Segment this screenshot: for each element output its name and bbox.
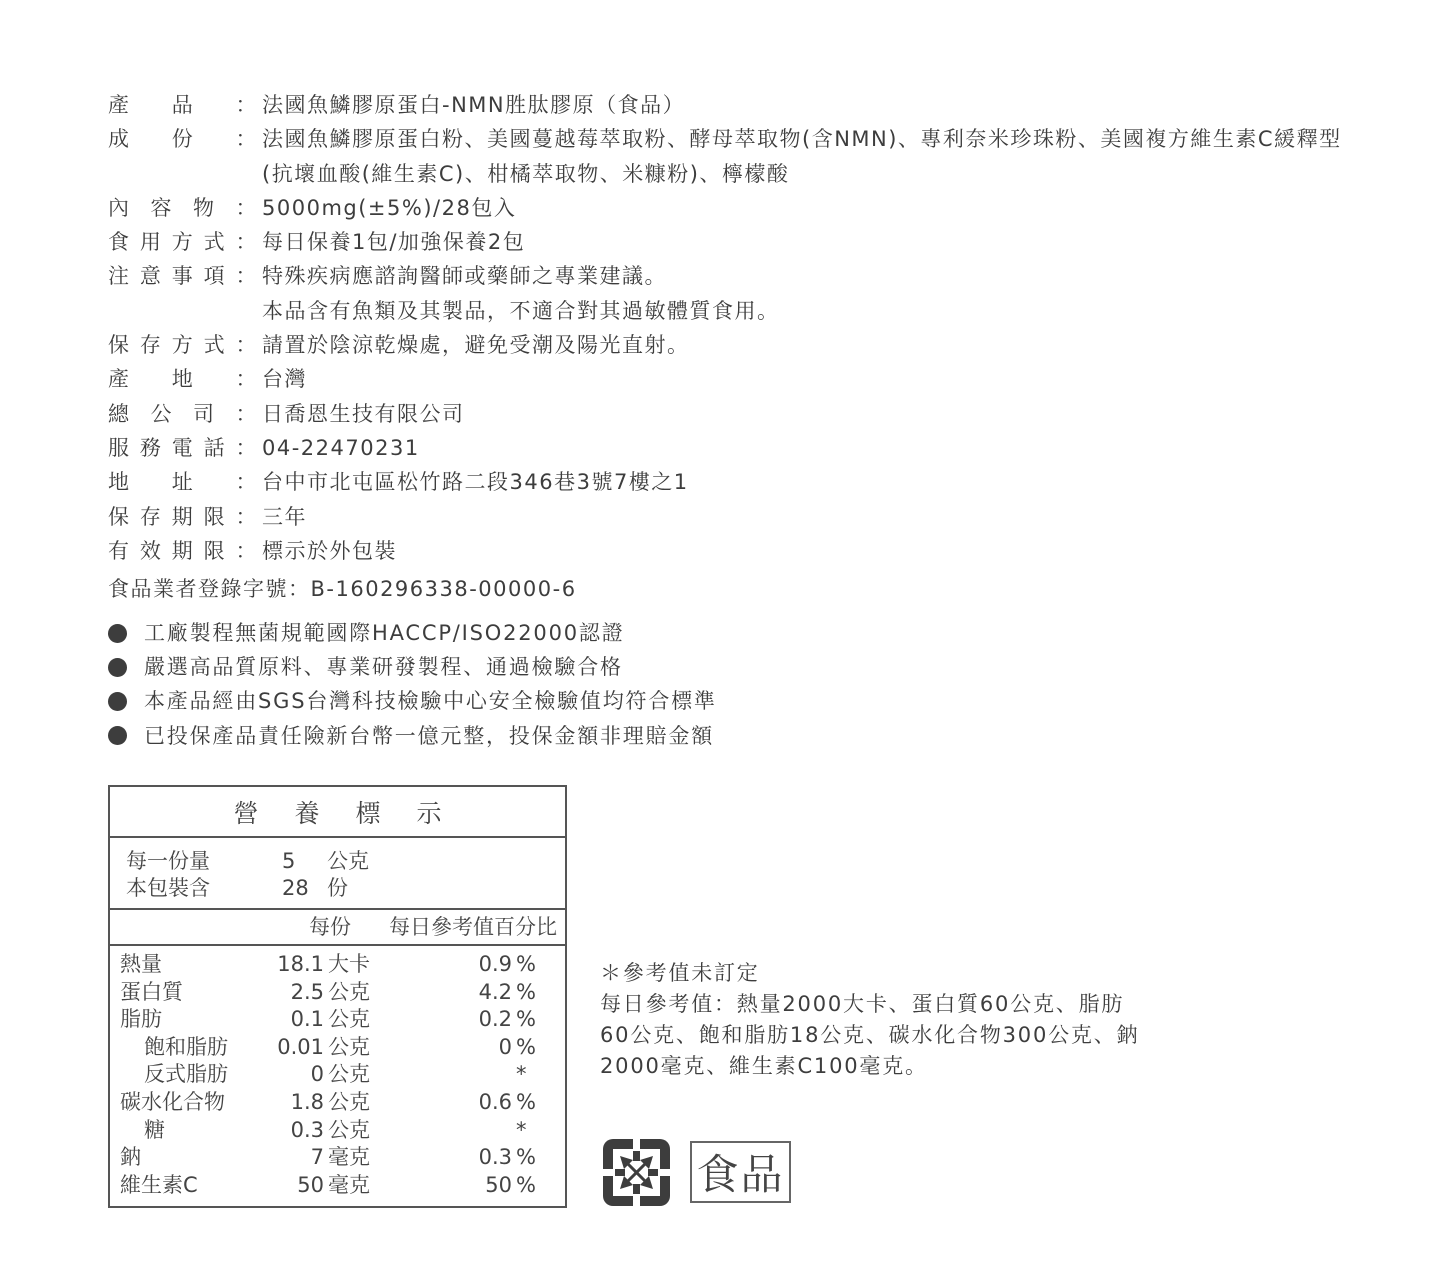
nutrient-unit: 公克: [328, 1117, 370, 1142]
nutrient-name: 脂肪: [120, 1007, 162, 1032]
feature-bullet: 本產品經由SGS台灣科技檢驗中心安全檢驗值均符合標準: [108, 684, 717, 718]
serving-size-unit: 公克: [327, 849, 369, 873]
info-value: 三年: [262, 504, 307, 529]
nutrient-name: 反式脂肪: [144, 1062, 228, 1087]
info-label: 產 品 ：: [108, 93, 258, 117]
nutrient-unit: 公克: [328, 1007, 370, 1032]
nutrition-column-headers: [110, 910, 565, 946]
nutrient-daily-percent: 0.3: [478, 1145, 512, 1170]
info-value: 日喬恩生技有限公司: [262, 401, 465, 426]
food-category-mark: 食品: [690, 1141, 791, 1203]
nutrient-daily-percent: 4.2: [478, 979, 512, 1004]
info-label: 注 意 事 項 ：: [108, 264, 258, 289]
nutrient-unit: 毫克: [328, 1172, 370, 1197]
nutrient-unit: 公克: [328, 1089, 370, 1114]
product-info-row: [108, 88, 1368, 122]
daily-percent-header: 每日參考值百分比: [389, 915, 557, 939]
nutrient-percent-unit: *: [516, 1117, 527, 1142]
nutrient-daily-percent: [380, 1061, 512, 1089]
product-info-row: [108, 431, 1368, 465]
reference-notes: [600, 958, 1140, 1082]
nutrient-percent-unit: *: [516, 1062, 527, 1087]
registration-number-row: [108, 572, 1368, 606]
nutrient-amount: 7: [310, 1145, 324, 1170]
nutrient-percent-unit: %: [516, 1007, 536, 1032]
nutrition-title: 營 養 標 示: [110, 787, 565, 838]
nutrient-amount: 0.3: [290, 1117, 324, 1142]
nutrient-row: [120, 951, 565, 979]
nutrient-amount: 1.8: [290, 1089, 324, 1114]
product-info-row: [108, 225, 1368, 259]
nutrient-percent-unit: %: [516, 1145, 536, 1170]
info-label: 內 容 物 ：: [108, 195, 258, 220]
nutrition-facts-table: [108, 785, 567, 1208]
info-label: 有 效 期 限 ：: [108, 538, 258, 563]
product-info-list: [108, 88, 1368, 606]
info-value: 標示於外包裝: [262, 538, 397, 563]
bullet-dot-icon: [108, 658, 127, 677]
nutrient-row: [120, 1034, 565, 1062]
nutrient-unit: 公克: [328, 1062, 370, 1087]
product-info-row: [108, 259, 1368, 293]
product-info-row: [108, 500, 1368, 534]
nutrient-percent-unit: %: [516, 1172, 536, 1197]
servings-per-pack-value: 28: [282, 876, 309, 900]
product-info-row: [108, 534, 1368, 568]
nutrient-amount: 0.01: [277, 1034, 324, 1059]
product-info-row: [108, 465, 1368, 499]
nutrient-name: 維生素C: [120, 1172, 198, 1197]
nutrient-daily-percent: 0.6: [478, 1089, 512, 1114]
product-info-row: [108, 397, 1368, 431]
product-info-row: [108, 328, 1368, 362]
nutrient-name: 糖: [144, 1117, 165, 1142]
nutrient-row: [120, 1006, 565, 1034]
product-info-row: [108, 122, 1368, 191]
nutrient-unit: 毫克: [328, 1145, 370, 1170]
servings-per-pack-label: 本包裝含: [126, 876, 210, 900]
nutrient-amount: 50: [297, 1172, 324, 1197]
daily-reference-values: 每日參考值：熱量2000大卡、蛋白質60公克、脂肪60公克、飽和脂肪18公克、碳水化合物300公克、鈉2000毫克、維生素C100毫克。: [600, 992, 1140, 1078]
nutrient-daily-percent: 0.9: [478, 952, 512, 976]
bullet-dot-icon: [108, 624, 127, 643]
nutrient-unit: 公克: [328, 979, 370, 1004]
servings-per-pack-unit: 份: [327, 876, 348, 900]
registration-number: 食品業者登錄字號：B-160296338-00000-6: [108, 577, 577, 602]
serving-size-value: 5: [282, 849, 296, 873]
nutrient-percent-unit: %: [516, 952, 536, 976]
bullet-dot-icon: [108, 692, 127, 711]
serving-size-label: 每一份量: [126, 849, 210, 873]
product-info-row: [108, 362, 1368, 396]
feature-bullet: 工廠製程無菌規範國際HACCP/ISO22000認證: [108, 616, 717, 650]
info-value: 法國魚鱗膠原蛋白粉、美國蔓越莓萃取粉、酵母萃取物(含NMN)、專利奈米珍珠粉、美國複方維生素C緩釋型(抗壞血酸(維生素C)、柑橘萃取物、米糠粉)、檸檬酸: [262, 127, 1342, 186]
nutrient-name: 碳水化合物: [120, 1089, 225, 1114]
info-value: 5000mg(±5%)/28包入: [262, 195, 517, 220]
nutrient-percent-unit: %: [516, 1034, 536, 1059]
info-value: 台中市北屯區松竹路二段346巷3號7樓之1: [262, 470, 689, 495]
nutrient-percent-unit: %: [516, 1089, 536, 1114]
nutrient-name: 鈉: [120, 1145, 141, 1170]
nutrient-percent-unit: %: [516, 979, 536, 1004]
feature-bullet-list: [108, 616, 717, 753]
info-label: 地 址 ：: [108, 470, 258, 495]
nutrient-unit: 大卡: [328, 952, 370, 976]
nutrient-amount: 2.5: [290, 979, 324, 1004]
info-value: 特殊疾病應諮詢醫師或藥師之專業建議。: [262, 264, 667, 289]
info-label: 產 地 ：: [108, 367, 258, 392]
nutrient-daily-percent: [380, 1117, 512, 1145]
nutrient-daily-percent: 50: [485, 1172, 512, 1197]
info-value: 04-22470231: [262, 435, 420, 460]
nutrient-name: 飽和脂肪: [144, 1034, 228, 1059]
serving-size-row: [126, 848, 565, 875]
info-value: 每日保養1包/加強保養2包: [262, 230, 526, 255]
bullet-dot-icon: [108, 726, 127, 745]
serving-info: [110, 838, 565, 910]
product-info-row: [108, 191, 1368, 225]
info-label: 總 公 司 ：: [108, 401, 258, 426]
info-value: 本品含有魚類及其製品，不適合對其過敏體質食用。: [262, 298, 780, 323]
recycle-icon: [600, 1136, 673, 1209]
info-label: 食 用 方 式 ：: [108, 230, 258, 255]
nutrient-amount: 0: [310, 1062, 324, 1087]
info-value: 台灣: [262, 367, 307, 392]
nutrient-row: [120, 1144, 565, 1172]
nutrient-amount: 18.1: [277, 952, 324, 976]
product-info-row: [108, 294, 1368, 328]
info-label: 成 份 ：: [108, 127, 258, 152]
feature-bullet: 嚴選高品質原料、專業研發製程、通過檢驗合格: [108, 650, 717, 684]
nutrient-daily-percent: 0.2: [478, 1007, 512, 1032]
nutrient-row: [120, 1172, 565, 1200]
info-label: 保 存 方 式 ：: [108, 333, 258, 358]
nutrition-rows: [110, 946, 565, 1199]
nutrient-row: [120, 1117, 565, 1145]
per-serving-header: 每份: [309, 915, 351, 939]
nutrient-name: 蛋白質: [120, 979, 183, 1004]
nutrient-daily-percent: 0: [498, 1034, 512, 1059]
nutrient-unit: 公克: [328, 1034, 370, 1059]
feature-bullet: 已投保產品責任險新台幣一億元整，投保金額非理賠金額: [108, 719, 717, 753]
info-value: 法國魚鱗膠原蛋白-NMN胜肽膠原（食品）: [262, 93, 686, 117]
nutrient-row: [120, 1089, 565, 1117]
nutrient-row: [120, 979, 565, 1007]
servings-per-pack-row: [126, 875, 565, 902]
asterisk-note: ＊參考值未訂定: [600, 961, 760, 985]
nutrient-row: [120, 1061, 565, 1089]
info-value: 請置於陰涼乾燥處，避免受潮及陽光直射。: [262, 333, 690, 358]
info-label: 保 存 期 限 ：: [108, 504, 258, 529]
info-label: 服 務 電 話 ：: [108, 435, 258, 460]
nutrient-name: 熱量: [120, 952, 162, 976]
nutrient-amount: 0.1: [290, 1007, 324, 1032]
info-label: [108, 294, 262, 328]
